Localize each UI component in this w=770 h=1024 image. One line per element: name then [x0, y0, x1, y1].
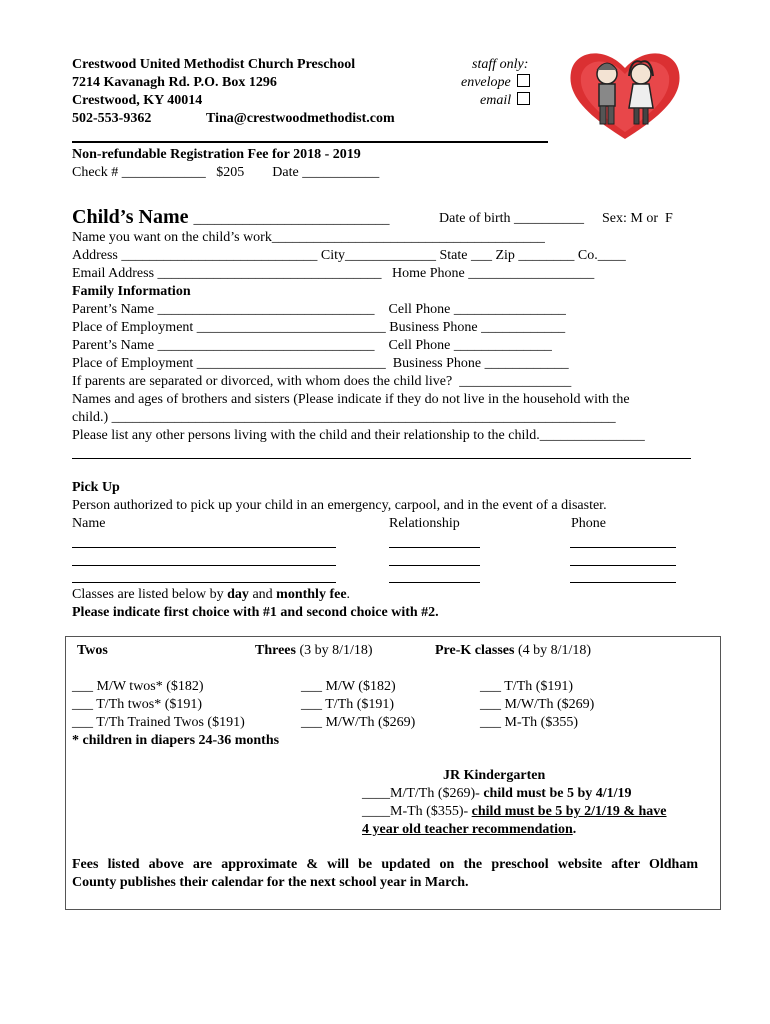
threes-option-tth[interactable]: ___ T/Th ($191): [301, 697, 395, 712]
twos-option-tth[interactable]: ___ T/Th twos* ($191): [72, 697, 203, 712]
child-name-label: Child’s Name: [72, 206, 189, 228]
twos-option-trained[interactable]: ___ T/Th Trained Twos ($191): [72, 715, 245, 730]
threes-option-mwth[interactable]: ___ M/W/Th ($269): [301, 715, 416, 730]
envelope-label: envelope: [461, 75, 511, 90]
email-label: email: [480, 93, 512, 108]
sex-field[interactable]: Sex: M or F: [602, 211, 673, 226]
email-checkbox[interactable]: [517, 92, 530, 105]
siblings-blank-line[interactable]: child.) ________________________________________________________________________: [72, 410, 616, 425]
fee-title: Non-refundable Registration Fee for 2018 - 2019: [72, 147, 361, 162]
threes-option-mw[interactable]: ___ M/W ($182): [301, 679, 396, 694]
parent2-name-line[interactable]: Parent’s Name _______________________________ Cell Phone ______________: [72, 338, 552, 353]
separated-parents-line[interactable]: If parents are separated or divorced, with whom does the child live? ________________: [72, 374, 572, 389]
child-name-row: [72, 205, 389, 232]
pickup-col-relationship: Relationship: [389, 516, 460, 531]
prek-heading: Pre-K classes (4 by 8/1/18): [435, 643, 592, 658]
org-address: 7214 Kavanagh Rd. P.O. Box 1296: [72, 75, 277, 90]
org-phone: 502-553-9362: [72, 111, 152, 126]
pickup-phone-blank-3[interactable]: [570, 582, 676, 583]
pickup-phone-blank-2[interactable]: [570, 565, 676, 566]
twos-option-mw[interactable]: ___ M/W twos* ($182): [72, 679, 204, 694]
threes-heading: Threes (3 by 8/1/18): [255, 643, 373, 658]
other-persons-blank[interactable]: [72, 458, 691, 459]
family-info-heading: Family Information: [72, 284, 191, 299]
work-name-line[interactable]: Name you want on the child’s work_______________________________________: [72, 230, 545, 245]
envelope-row: [461, 74, 530, 92]
pickup-rel-blank-2[interactable]: [389, 565, 480, 566]
envelope-checkbox[interactable]: [517, 74, 530, 87]
parent2-employment-line[interactable]: Place of Employment ___________________________ Business Phone ____________: [72, 356, 569, 371]
fees-note-line1: Fees listed above are approximate & will be updated on the preschool website after Oldham: [72, 857, 698, 872]
pickup-col-phone: Phone: [571, 516, 606, 531]
twos-diapers-note: * children in diapers 24-36 months: [72, 733, 280, 748]
pickup-name-blank-2[interactable]: [72, 565, 336, 566]
parent1-employment-line[interactable]: Place of Employment ___________________________ Business Phone ____________: [72, 320, 566, 335]
address-line[interactable]: Address ____________________________ City_____________ State ___ Zip ________ Co.____: [72, 248, 626, 263]
staff-only-label: staff only:: [472, 57, 529, 72]
pickup-description: Person authorized to pick up your child in an emergency, carpool, and in the event of a disaster.: [72, 498, 607, 513]
pickup-rel-blank-1[interactable]: [389, 547, 480, 548]
email-row: [480, 92, 530, 110]
date-of-birth[interactable]: Date of birth __________: [439, 211, 585, 226]
pickup-name-blank-3[interactable]: [72, 582, 336, 583]
jrk-recommendation-note: 4 year old teacher recommendation.: [362, 822, 577, 837]
twos-heading: Twos: [77, 643, 108, 658]
jrk-option-mth[interactable]: ____M-Th ($355)- child must be 5 by 2/1/19 & have: [362, 804, 667, 819]
fees-note-line2: County publishes their calendar for the next school year in March.: [72, 875, 469, 890]
prek-option-mwth[interactable]: ___ M/W/Th ($269): [480, 697, 595, 712]
pickup-col-name: Name: [72, 516, 106, 531]
child-name-blank[interactable]: ____________________________: [193, 212, 390, 227]
header-divider: [72, 141, 548, 143]
classes-choice-instruction: Please indicate first choice with #1 and second choice with #2.: [72, 605, 439, 620]
email-home-phone-line[interactable]: Email Address ________________________________ Home Phone __________________: [72, 266, 595, 281]
parent1-name-line[interactable]: Parent’s Name _______________________________ Cell Phone ________________: [72, 302, 566, 317]
siblings-line: Names and ages of brothers and sisters (Please indicate if they do not live in the household with the: [72, 392, 630, 407]
org-name: Crestwood United Methodist Church Preschool: [72, 57, 356, 72]
jrk-heading: JR Kindergarten: [443, 768, 546, 783]
jrk-option-mtth[interactable]: ____M/T/Th ($269)- child must be 5 by 4/1/19: [362, 786, 632, 801]
pickup-rel-blank-3[interactable]: [389, 582, 480, 583]
prek-option-tth[interactable]: ___ T/Th ($191): [480, 679, 574, 694]
pickup-phone-blank-1[interactable]: [570, 547, 676, 548]
other-persons-line[interactable]: Please list any other persons living with the child and their relationship to the child._______________: [72, 428, 645, 443]
org-email: Tina@crestwoodmethodist.com: [206, 111, 395, 126]
pickup-heading: Pick Up: [72, 480, 120, 495]
heart-children-logo: [565, 44, 685, 144]
prek-option-mth[interactable]: ___ M-Th ($355): [480, 715, 578, 730]
pickup-name-blank-1[interactable]: [72, 547, 336, 548]
fee-check-line: Check # ____________ $205 Date ___________: [72, 165, 380, 180]
classes-intro: Classes are listed below by day and monthly fee.: [72, 587, 351, 602]
org-city-state-zip: Crestwood, KY 40014: [72, 93, 203, 108]
